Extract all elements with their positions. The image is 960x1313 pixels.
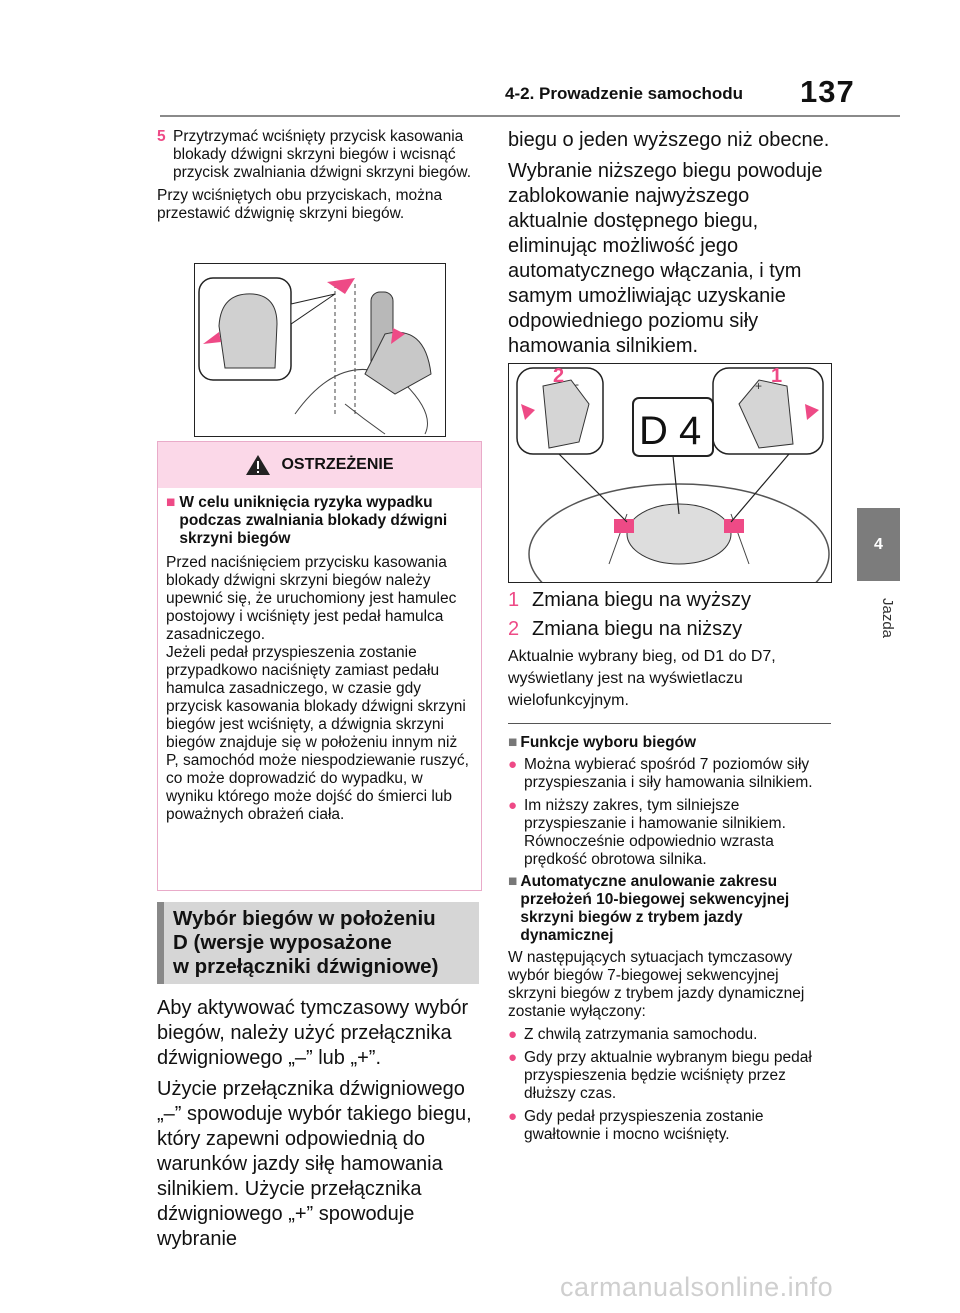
- square-bullet-icon: ■: [508, 873, 518, 890]
- content-divider: [508, 723, 831, 724]
- section-body: [157, 996, 479, 1252]
- circle-bullet-icon: ●: [508, 1049, 518, 1066]
- warning-header: [158, 442, 481, 488]
- section-header: 4-2. Prowadzenie samochodu: [505, 84, 744, 103]
- shift-lever-illustration: [194, 263, 446, 437]
- watermark: carmanualsonline.info: [560, 1272, 834, 1302]
- section-paragraph-2: Użycie przełącznika dźwigniowego „–” spowoduje wybór takiego biegu, który zapewni odpowiednią do warunków jazdy siłę hamowania silnikiem. Użycie przełącznika dźwigniowego „+” spowoduje wybranie: [157, 1078, 472, 1250]
- col2-paragraph-2: Wybranie niższego biegu powoduje zablokowanie najwyższego aktualnie dostępnego biegu, eliminując możliwość jego automatycznego włączania, i tym samym umożliwiając uzyskanie odpowiedniego poziomu siły hamowania silnikiem.: [508, 160, 823, 357]
- subheading-2: ■ Automatyczne anulowanie zakresu przełożeń 10-biegowej sekwencyjnej skrzyni biegów z trybem jazdy dynamicznej: [508, 873, 790, 944]
- circle-bullet-icon: ●: [508, 756, 518, 773]
- bullet-item: ● Gdy pedał przyspieszenia zostanie gwałtownie i mocno wciśnięty.: [508, 1108, 764, 1143]
- col2-paragraph-1: biegu o jeden wyższego niż obecne.: [508, 129, 830, 151]
- chapter-tab[interactable]: 4: [857, 508, 900, 581]
- callout-1: 1: [771, 365, 783, 387]
- section-title: Wybór biegów w położeniu D (wersje wyposażone w przełączniki dźwigniowe): [157, 902, 479, 984]
- warning-box: [157, 441, 482, 891]
- gear-display: D 4: [639, 409, 702, 453]
- legend-item: 1 Zmiana biegu na wyższy: [508, 589, 751, 611]
- figure-legend: [508, 588, 830, 712]
- bullet-item: ● Im niższy zakres, tym silniejsze przyspieszanie i hamowanie silnikiem. Równocześnie odpowiednio wzrasta prędkość obrotowa silnika.: [508, 797, 786, 868]
- paragraph-cancel: W następujących sytuacjach tymczasowy wybór biegów 7-biegowej sekwencyjnej skrzyni biegów z trybem jazdy dynamicznej zostanie wyłączony:: [508, 949, 805, 1020]
- step-number: 5: [157, 128, 166, 145]
- plus-symbol: +: [755, 379, 763, 393]
- bullet-item: ● Z chwilą zatrzymania samochodu.: [508, 1026, 758, 1043]
- warning-label: OSTRZEŻENIE: [281, 456, 394, 473]
- square-bullet-icon: ■: [166, 494, 176, 511]
- callout-2: 2: [553, 365, 565, 387]
- header-divider: [160, 115, 900, 117]
- bullet-item: ● Można wybierać spośród 7 poziomów siły przyspieszania i siły hamowania silnikiem.: [508, 756, 813, 791]
- warning-paragraph-2: Jeżeli pedał przyspieszenia zostanie przypadkowo naciśnięty zamiast pedału hamulca zasadniczego, w czasie gdy przycisk kasowania blokady dźwigni skrzyni biegów jest wciśnięty, a dźwignia skrzyni biegów znajduje się w położeniu innym niż P, samochód może niespodziewanie ruszyć, co może doprowadzić do wypadku, w wyniku którego może dojść do śmierci lub poważnych obrażeń ciała.: [166, 644, 469, 823]
- section-title-bar: [157, 902, 164, 984]
- circle-bullet-icon: ●: [508, 1108, 518, 1125]
- legend-item: 2 Zmiana biegu na niższy: [508, 618, 743, 640]
- circle-bullet-icon: ●: [508, 797, 518, 814]
- legend-note: Aktualnie wybrany bieg, od D1 do D7, wyświetlany jest na wyświetlaczu wielofunkcyjnym.: [508, 648, 776, 709]
- minus-symbol: -: [575, 377, 579, 391]
- chapter-label: Jazda: [879, 598, 896, 639]
- step-note: Przy wciśniętych obu przyciskach, można przestawić dźwignię skrzyni biegów.: [157, 187, 443, 222]
- step-5: [157, 128, 479, 223]
- warning-title: ■ W celu uniknięcia ryzyka wypadku podczas zwalniania blokady dźwigni skrzyni biegów: [166, 494, 448, 547]
- bullet-item: ● Gdy przy aktualnie wybranym biegu pedał przyspieszenia będzie wciśnięty przez dłuższy czas.: [508, 1049, 812, 1102]
- paddle-shifter-illustration: [508, 363, 832, 583]
- column-2-text: [508, 128, 830, 359]
- circle-bullet-icon: ●: [508, 1026, 518, 1043]
- subheading-1: ■ Funkcje wyboru biegów: [508, 734, 697, 751]
- gear-functions: [508, 734, 830, 1144]
- page-number: 137: [800, 74, 855, 109]
- warning-icon: [245, 454, 271, 476]
- square-bullet-icon: ■: [508, 734, 518, 751]
- section-paragraph-1: Aby aktywować tymczasowy wybór biegów, należy użyć przełącznika dźwigniowego „–” lub „+”.: [157, 997, 469, 1069]
- warning-paragraph-1: Przed naciśnięciem przycisku kasowania blokady dźwigni skrzyni biegów należy upewnić się, że uruchomiony jest hamulec postojowy i wciśnięty jest pedał hamulca zasadniczego.: [166, 554, 457, 643]
- step-text: Przytrzymać wciśnięty przycisk kasowania blokady dźwigni skrzyni biegów i wcisnąć przycisk zwalniania dźwigni skrzyni biegów.: [173, 128, 472, 181]
